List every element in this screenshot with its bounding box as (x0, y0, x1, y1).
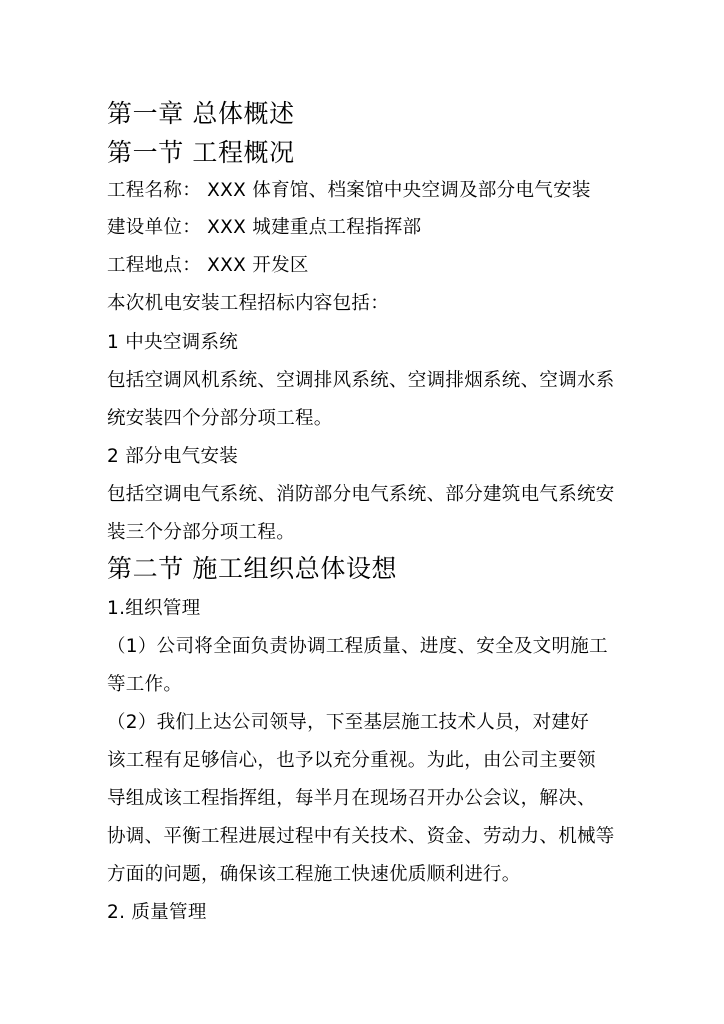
org-paragraph-line: （2）我们上达公司领导，下至基层施工技术人员，对建好 (107, 712, 590, 733)
item-hvac-desc-line: 统安装四个分部分项工程。 (107, 408, 333, 429)
org-paragraph-line: 等工作。 (107, 674, 183, 695)
project-site-line: 工程地点： XXX 开发区 (107, 255, 309, 276)
org-paragraph-line: 协调、平衡工程进展过程中有关技术、资金、劳动力、机械等 (107, 826, 615, 847)
quality-management-title: 2. 质量管理 (107, 902, 207, 923)
org-paragraph-line: （1）公司将全面负责协调工程质量、进度、安全及文明施工 (107, 636, 608, 657)
item-hvac-desc-line: 包括空调风机系统、空调排风系统、空调排烟系统、空调水系 (107, 370, 615, 391)
section-title-overview: 第一节 工程概况 (107, 138, 295, 167)
org-paragraph-line: 方面的问题，确保该工程施工快速优质顺利进行。 (107, 864, 521, 885)
org-paragraph-line: 导组成该工程指挥组，每半月在现场召开办公会议，解决、 (107, 788, 596, 809)
project-name-line: 工程名称： XXX 体育馆、档案馆中央空调及部分电气安装 (107, 180, 591, 201)
item-electrical-desc-line: 包括空调电气系统、消防部分电气系统、部分建筑电气系统安 (107, 484, 615, 505)
scope-intro: 本次机电安装工程招标内容包括： (107, 293, 390, 314)
org-paragraph-line: 该工程有足够信心，也予以充分重视。为此，由公司主要领 (107, 750, 596, 771)
org-management-title: 1.组织管理 (107, 598, 201, 619)
item-electrical-desc-line: 装三个分部分项工程。 (107, 522, 296, 543)
owner-unit-line: 建设单位： XXX 城建重点工程指挥部 (107, 217, 422, 238)
section-title-construction-plan: 第二节 施工组织总体设想 (107, 554, 398, 583)
item-hvac-title: 1 中央空调系统 (107, 332, 239, 353)
item-electrical-title: 2 部分电气安装 (107, 446, 239, 467)
chapter-title: 第一章 总体概述 (107, 99, 295, 128)
